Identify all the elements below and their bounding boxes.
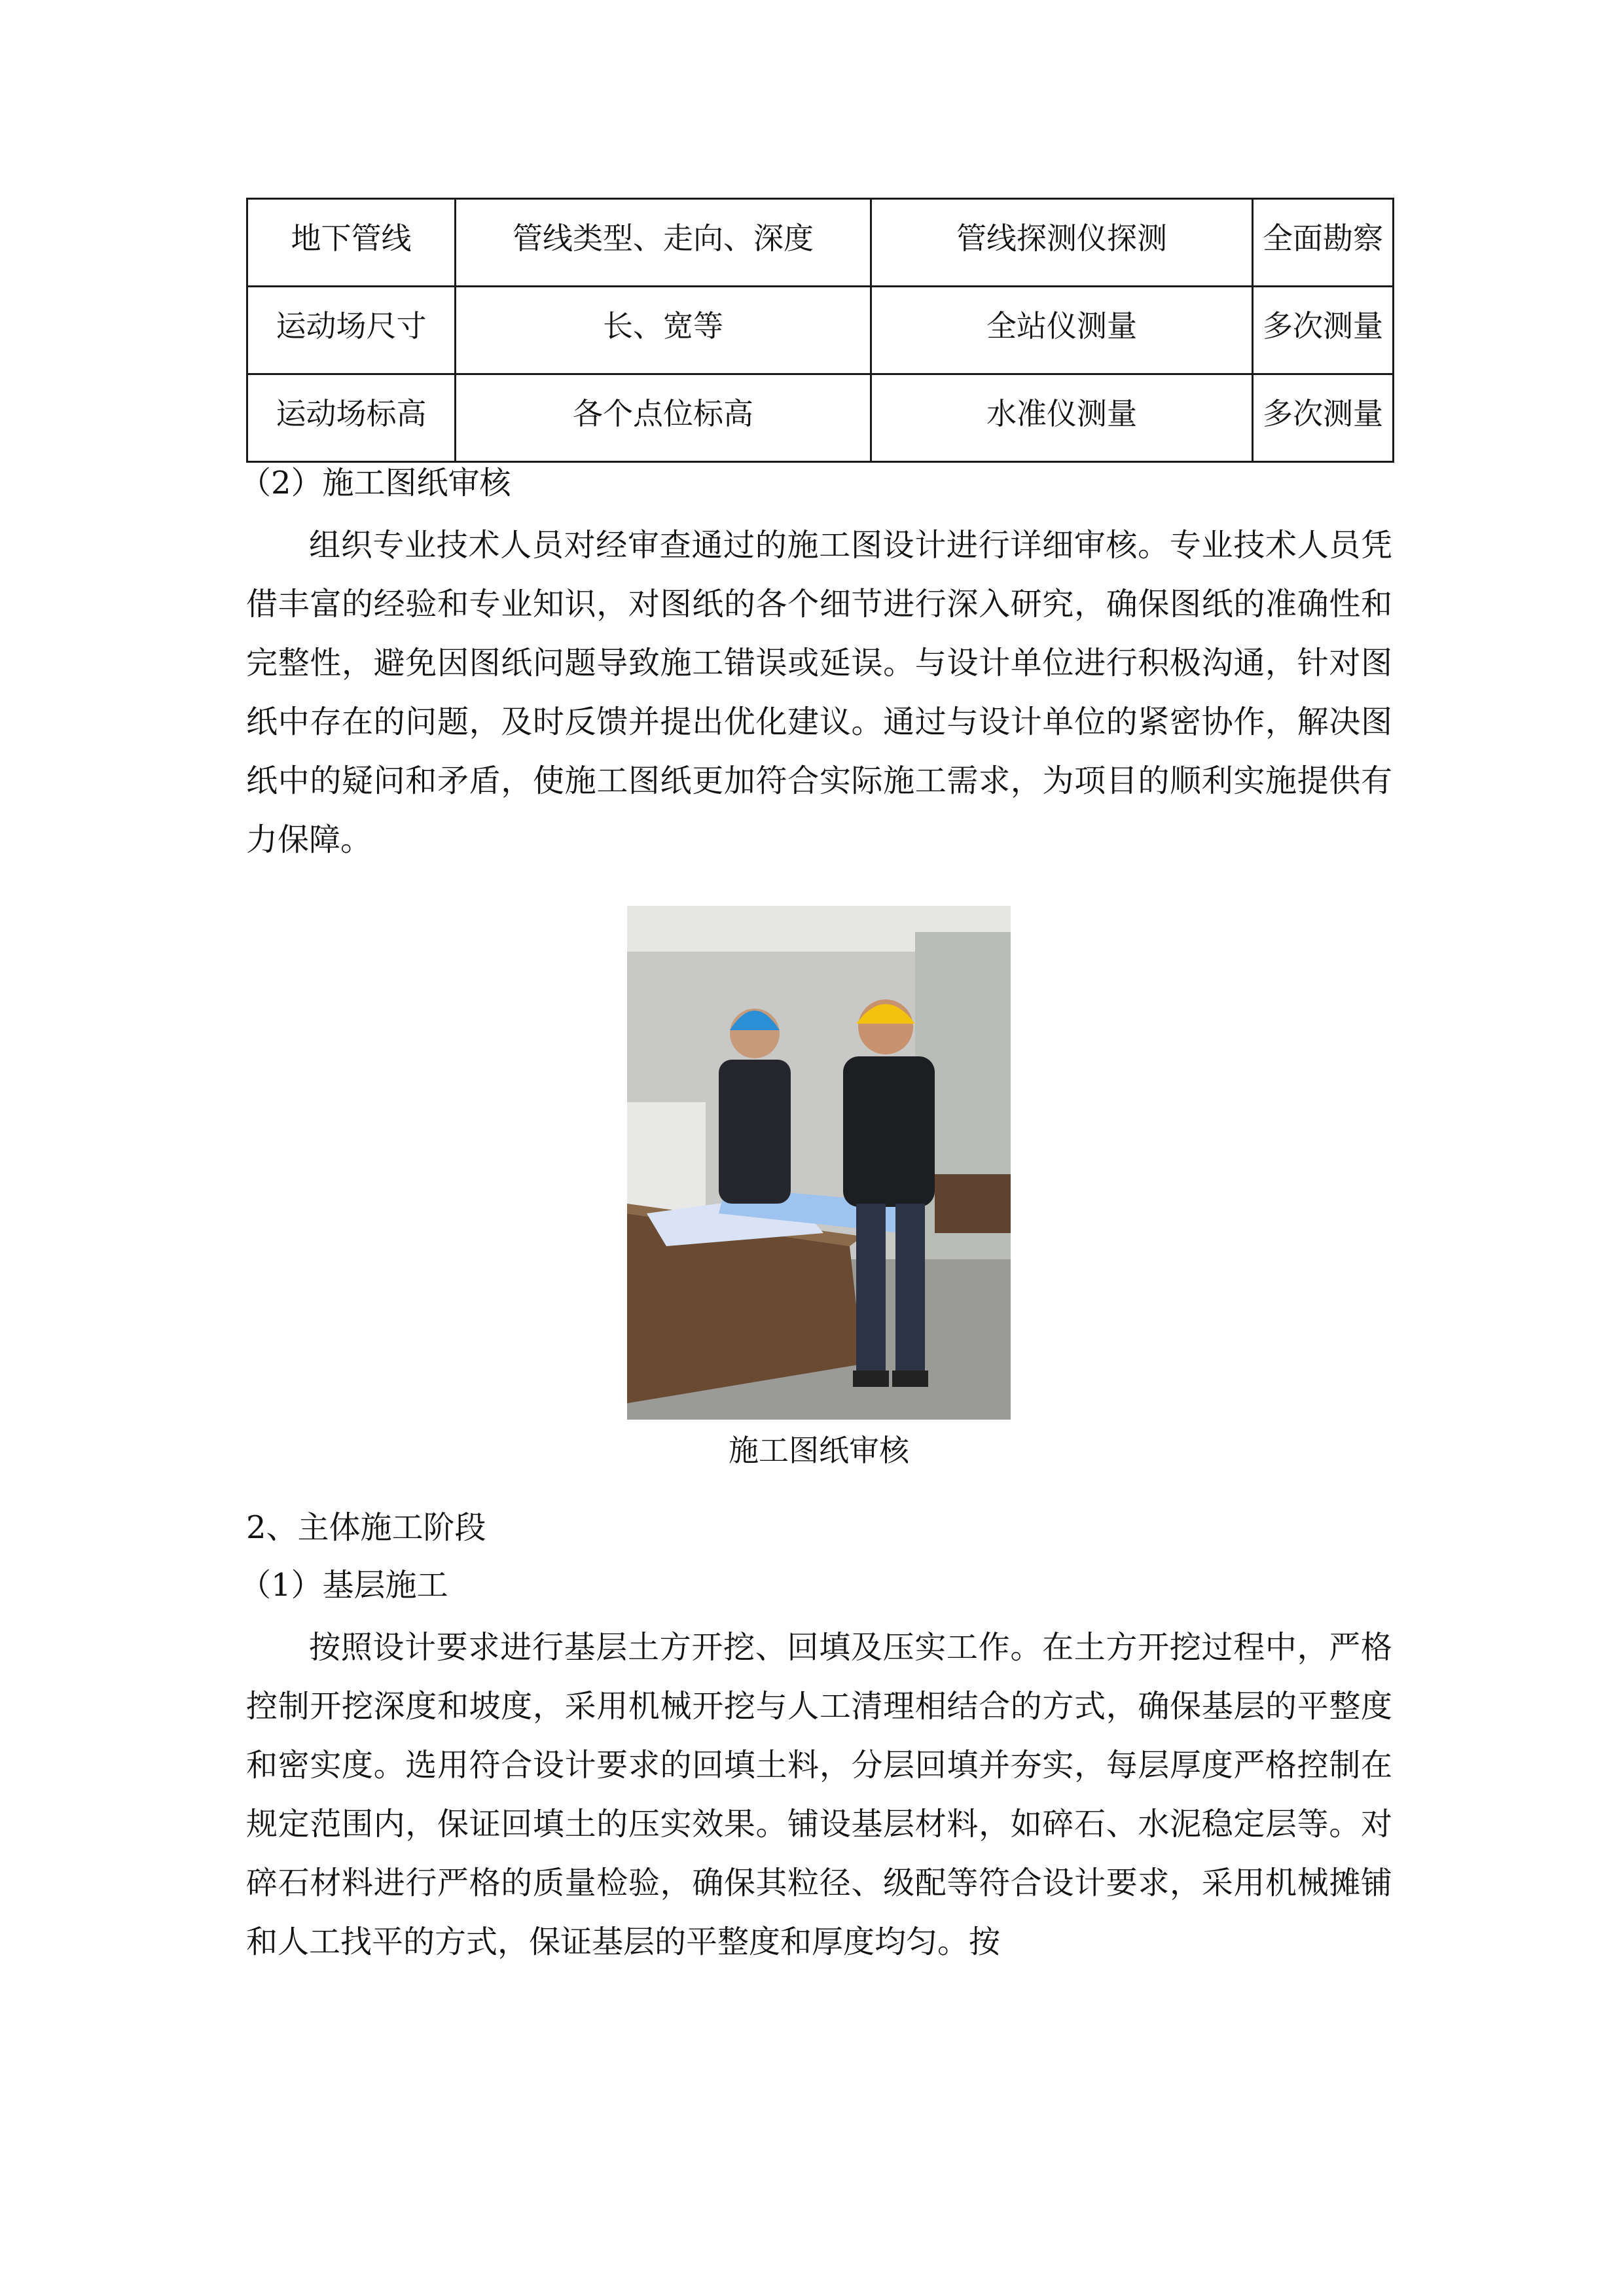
- table-cell: 运动场标高: [247, 374, 456, 462]
- table-cell: 长、宽等: [456, 287, 871, 374]
- table-cell: 多次测量: [1253, 374, 1394, 462]
- table-row: [247, 374, 1394, 462]
- table-cell: 多次测量: [1253, 287, 1394, 374]
- survey-table: [246, 198, 1394, 463]
- photo-caption: 施工图纸审核: [729, 1433, 909, 1468]
- table-cell: 水准仪测量: [871, 374, 1253, 462]
- table-row: [247, 199, 1394, 287]
- table-cell: 管线探测仪探测: [871, 199, 1253, 287]
- table-cell: 全站仪测量: [871, 287, 1253, 374]
- table-row: [247, 287, 1394, 374]
- body-paragraph: 组织专业技术人员对经审查通过的施工图设计进行详细审核。专业技术人员凭借丰富的经验和专业知识，对图纸的各个细节进行深入研究，确保图纸的准确性和完整性，避免因图纸问题导致施工错误或延误。与设计单位进行积极沟通，针对图纸中存在的问题，及时反馈并提出优化建议。通过与设计单位的紧密协作，解决图纸中的疑问和矛盾，使施工图纸更加符合实际施工需求，为项目的顺利实施提供有力保障。: [246, 527, 1392, 858]
- sub-heading: （1）基层施工: [240, 1567, 448, 1604]
- table-cell: 管线类型、走向、深度: [456, 199, 871, 287]
- section-heading: （2）施工图纸审核: [240, 465, 511, 501]
- photo-illustration: [627, 906, 1011, 1420]
- body-paragraph: 按照设计要求进行基层土方开挖、回填及压实工作。在土方开挖过程中，严格控制开挖深度和坡度，采用机械开挖与人工清理相结合的方式，确保基层的平整度和密实度。选用符合设计要求的回填土料，分层回填并夯实，每层厚度严格控制在规定范围内，保证回填土的压实效果。铺设基层材料，如碎石、水泥稳定层等。对碎石材料进行严格的质量检验，确保其粒径、级配等符合设计要求，采用机械摊铺和人工找平的方式，保证基层的平整度和厚度均匀。按: [246, 1629, 1392, 1960]
- table-cell: 运动场尺寸: [247, 287, 456, 374]
- table-cell: 全面勘察: [1253, 199, 1394, 287]
- section-heading: 2、主体施工阶段: [246, 1509, 486, 1546]
- table-cell: 各个点位标高: [456, 374, 871, 462]
- site-photo: [627, 906, 1011, 1420]
- table-cell: 地下管线: [247, 199, 456, 287]
